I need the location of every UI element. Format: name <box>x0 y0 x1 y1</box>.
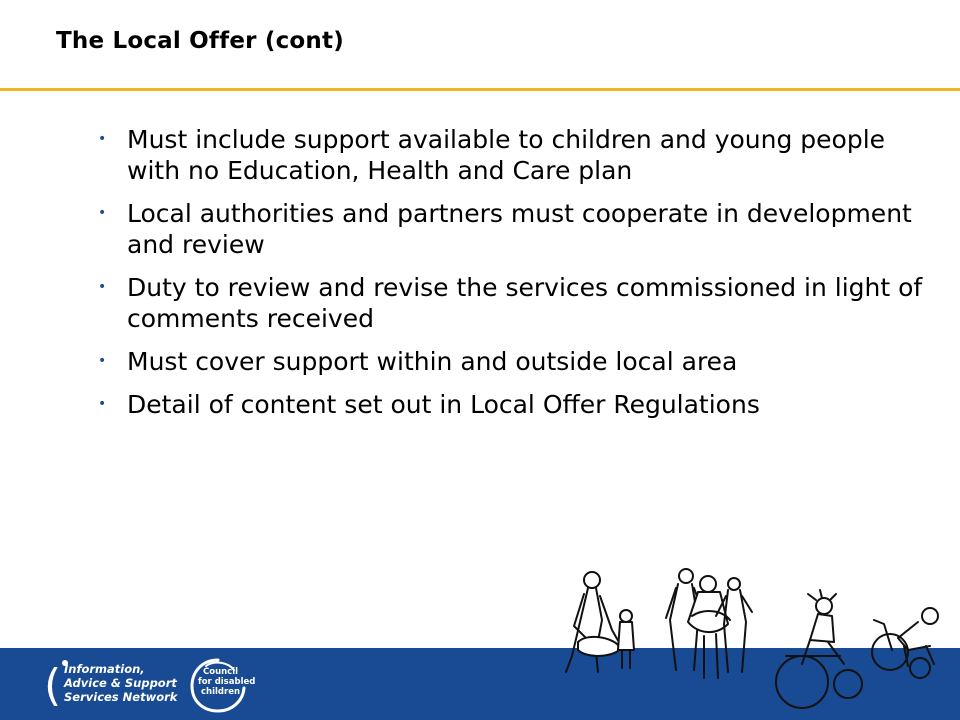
cdc-logo-line: children <box>201 687 241 697</box>
bullet-marker-icon: • <box>98 353 107 369</box>
cdc-logo-line: Council <box>203 667 239 677</box>
title-divider <box>0 88 960 91</box>
iass-logo-line: Information, <box>64 662 145 676</box>
bullet-text: Local authorities and partners must cooperate in development and review <box>127 199 912 259</box>
bullet-list <box>98 124 928 432</box>
bullet-item <box>98 124 928 186</box>
iass-logo-line: Advice & Support <box>64 676 177 690</box>
bullet-marker-icon: • <box>98 131 107 147</box>
bullet-marker-icon: • <box>98 396 107 412</box>
bullet-item <box>98 272 928 334</box>
iass-brace-icon: ( <box>44 660 62 711</box>
iass-logo-text <box>64 662 177 704</box>
bullet-text: Duty to review and revise the services commissioned in light of comments received <box>127 273 923 333</box>
bullet-text: Must include support available to children and young people with no Education, Health and Care plan <box>127 125 886 185</box>
cdc-logo-line: for disabled <box>198 677 256 687</box>
bullet-text: Detail of content set out in Local Offer Regulations <box>127 390 760 419</box>
bullet-marker-icon: • <box>98 205 107 221</box>
cdc-logo-icon <box>188 656 256 714</box>
bullet-text: Must cover support within and outside local area <box>127 347 738 376</box>
bullet-item <box>98 198 928 260</box>
bullet-item <box>98 346 928 377</box>
iass-logo-icon <box>44 658 178 714</box>
bullet-item <box>98 389 928 420</box>
bullet-marker-icon: • <box>98 279 107 295</box>
slide-title: The Local Offer (cont) <box>56 28 344 54</box>
people-illustration <box>558 560 958 720</box>
iass-logo-line: Services Network <box>64 690 178 704</box>
